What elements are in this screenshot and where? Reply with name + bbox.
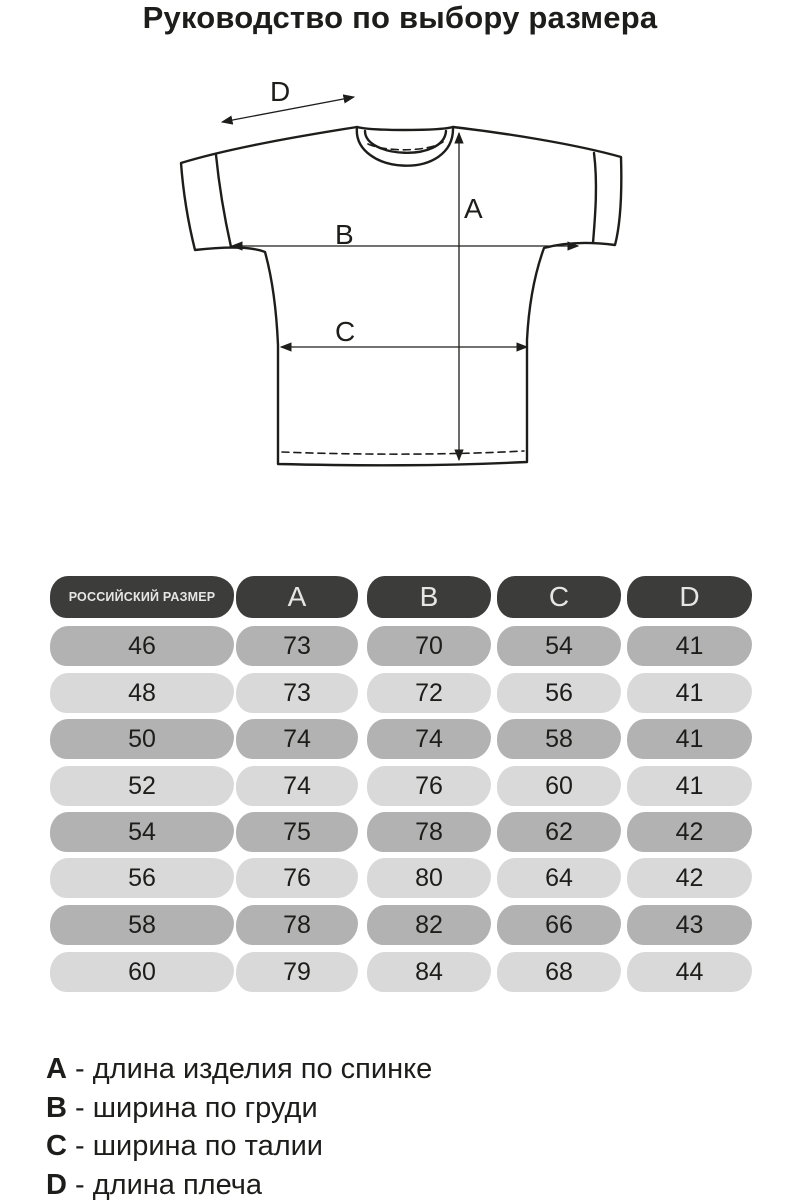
right-cuff-seam bbox=[593, 153, 596, 243]
table-row bbox=[50, 766, 752, 808]
cell-b: 72 bbox=[367, 673, 491, 713]
cell-c: 62 bbox=[497, 812, 621, 852]
header-d: D bbox=[627, 576, 752, 618]
cell-d: 42 bbox=[627, 812, 752, 852]
tshirt-outline bbox=[181, 127, 621, 465]
legend-text: - длина плеча bbox=[67, 1169, 262, 1201]
legend-item-d bbox=[46, 1166, 432, 1204]
legend-text: - длина изделия по спинке bbox=[67, 1053, 432, 1085]
cell-d: 44 bbox=[627, 952, 752, 992]
cell-a: 73 bbox=[236, 626, 358, 666]
header-a: A bbox=[236, 576, 358, 618]
cell-c: 60 bbox=[497, 766, 621, 806]
tshirt-measurement-diagram bbox=[0, 0, 800, 520]
left-cuff-seam bbox=[216, 155, 231, 247]
cell-d: 41 bbox=[627, 626, 752, 666]
cell-c: 64 bbox=[497, 858, 621, 898]
table-row bbox=[50, 673, 752, 715]
cell-size: 60 bbox=[50, 952, 234, 992]
cell-b: 78 bbox=[367, 812, 491, 852]
legend-key: B bbox=[46, 1092, 67, 1124]
table-row bbox=[50, 626, 752, 668]
cell-c: 68 bbox=[497, 952, 621, 992]
legend-key: A bbox=[46, 1053, 67, 1085]
cell-b: 82 bbox=[367, 905, 491, 945]
size-table-header bbox=[50, 576, 752, 618]
cell-d: 41 bbox=[627, 673, 752, 713]
legend-key: C bbox=[46, 1130, 67, 1162]
cell-c: 66 bbox=[497, 905, 621, 945]
cell-d: 43 bbox=[627, 905, 752, 945]
label-b: B bbox=[335, 219, 354, 250]
table-row bbox=[50, 812, 752, 854]
cell-a: 74 bbox=[236, 766, 358, 806]
legend-key: D bbox=[46, 1169, 67, 1201]
header-russian-size: РОССИЙСКИЙ РАЗМЕР bbox=[50, 576, 234, 618]
cell-size: 50 bbox=[50, 719, 234, 759]
cell-a: 75 bbox=[236, 812, 358, 852]
cell-d: 41 bbox=[627, 766, 752, 806]
cell-d: 42 bbox=[627, 858, 752, 898]
label-d: D bbox=[270, 76, 290, 107]
cell-size: 56 bbox=[50, 858, 234, 898]
cell-c: 56 bbox=[497, 673, 621, 713]
cell-b: 74 bbox=[367, 719, 491, 759]
cell-a: 73 bbox=[236, 673, 358, 713]
cell-c: 54 bbox=[497, 626, 621, 666]
page-title: Руководство по выбору размера bbox=[0, 0, 800, 36]
cell-d: 41 bbox=[627, 719, 752, 759]
cell-a: 78 bbox=[236, 905, 358, 945]
cell-size: 46 bbox=[50, 626, 234, 666]
cell-a: 74 bbox=[236, 719, 358, 759]
cell-b: 84 bbox=[367, 952, 491, 992]
header-c: C bbox=[497, 576, 621, 618]
table-row bbox=[50, 905, 752, 947]
cell-size: 48 bbox=[50, 673, 234, 713]
cell-b: 70 bbox=[367, 626, 491, 666]
table-row bbox=[50, 719, 752, 761]
table-row bbox=[50, 952, 752, 994]
measurement-legend bbox=[46, 1050, 432, 1204]
legend-item-a bbox=[46, 1050, 432, 1089]
header-b: B bbox=[367, 576, 491, 618]
cell-c: 58 bbox=[497, 719, 621, 759]
cell-size: 52 bbox=[50, 766, 234, 806]
cell-b: 76 bbox=[367, 766, 491, 806]
collar-outer bbox=[357, 127, 453, 166]
cell-size: 54 bbox=[50, 812, 234, 852]
legend-text: - ширина по талии bbox=[67, 1130, 323, 1162]
hem-stitch bbox=[282, 451, 524, 454]
label-c: C bbox=[335, 316, 355, 347]
table-row bbox=[50, 858, 752, 900]
legend-text: - ширина по груди bbox=[67, 1092, 318, 1124]
label-a: A bbox=[464, 193, 483, 224]
legend-item-b bbox=[46, 1089, 432, 1128]
cell-b: 80 bbox=[367, 858, 491, 898]
cell-a: 76 bbox=[236, 858, 358, 898]
cell-a: 79 bbox=[236, 952, 358, 992]
cell-size: 58 bbox=[50, 905, 234, 945]
legend-item-c bbox=[46, 1127, 432, 1166]
